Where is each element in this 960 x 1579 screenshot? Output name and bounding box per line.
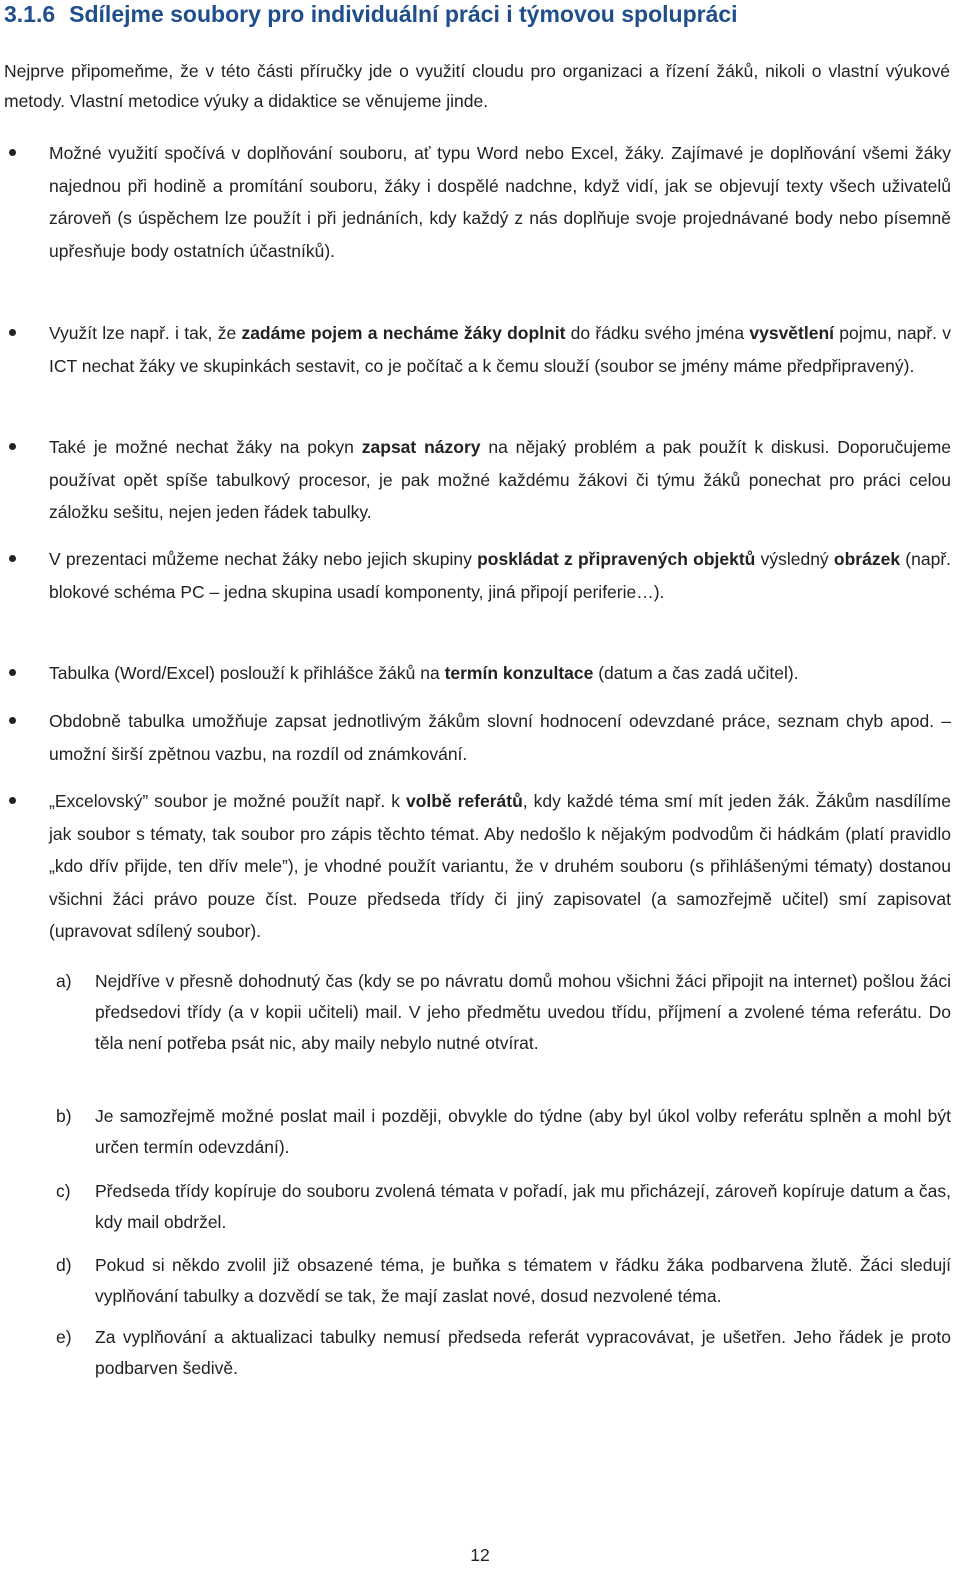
step-item: [56, 1322, 951, 1384]
bullet-text: do řádku svého jména: [565, 323, 750, 343]
step-item: [56, 1250, 951, 1312]
step-marker: c): [56, 1181, 71, 1201]
bullet-text: výsledný: [755, 549, 834, 569]
bullet-item: [49, 543, 951, 608]
intro-paragraph: Nejprve připomeňme, že v této části příručky jde o využití cloudu pro organizaci a řízení žáků, nikoli o vlastní výukové metody. Vlastní metodice výuky a didaktice se věnujeme jinde.: [4, 61, 950, 111]
bullet-text: „Excelovský” soubor je možné použít např. k: [49, 791, 406, 811]
bullet-text: Také je možné nechat žáky na pokyn: [49, 437, 362, 457]
bullet-item: [49, 657, 951, 690]
bullet-emphasis: termín konzultace: [444, 663, 594, 683]
step-marker: a): [56, 971, 72, 991]
bullet-item: [49, 317, 951, 382]
bullet-icon: [9, 329, 16, 336]
bullet-text: V prezentaci můžeme nechat žáky nebo jejich skupiny: [49, 549, 478, 569]
bullet-item: [49, 785, 951, 948]
bullet-icon: [9, 443, 16, 450]
bullet-text: Využít lze např. i tak, že: [49, 323, 242, 343]
step-marker: e): [56, 1327, 72, 1347]
bullet-text: Tabulka (Word/Excel) poslouží k přihlášce žáků na: [49, 663, 445, 683]
bullet-emphasis: zadáme pojem a necháme žáky doplnit: [241, 323, 566, 343]
bullet-item: [49, 431, 951, 529]
bullet-emphasis: vysvětlení: [749, 323, 835, 343]
step-marker: b): [56, 1106, 72, 1126]
step-text: Je samozřejmě možné poslat mail i později, obvykle do týdne (aby byl úkol volby referátu splněn a mohl být určen termín odevzdání).: [95, 1106, 951, 1157]
bullet-text: pojmu, např. v ICT nechat žáky ve skupinkách sestavit, co je počítač a k čemu slouží (soubor se jmény máme předpřipravený).: [49, 323, 951, 376]
bullet-icon: [9, 149, 16, 156]
section-title: Sdílejme soubory pro individuální práci i týmovou spolupráci: [69, 1, 738, 27]
bullet-icon: [9, 717, 16, 724]
step-text: Nejdříve v přesně dohodnutý čas (kdy se po návratu domů mohou všichni žáci připojit na internet) pošlou žáci předsedovi třídy (a v kopii učiteli) mail. V jeho předmětu uvedou třídu, příjmení a zvolené téma referátu. Do těla není potřeba psát nic, aby maily nebylo nutné otvírat.: [95, 971, 951, 1053]
bullet-text: na nějaký problém a pak použít k diskusi. Doporučujeme používat opět spíše tabulkový procesor, je pak možné každému žákovi či týmu žáků ponechat pro práci celou záložku sešitu, nejen jeden řádek tabulky.: [49, 437, 951, 522]
step-text: Předseda třídy kopíruje do souboru zvolená témata v pořadí, jak mu přicházejí, zároveň kopíruje datum a čas, kdy mail obdržel.: [95, 1181, 951, 1232]
section-number: 3.1.6: [4, 1, 56, 27]
step-text: Pokud si někdo zvolil již obsazené téma, je buňka s tématem v řádku žáka podbarvena žlutě. Žáci sledují vyplňování tabulky a dozvědí se tak, že mají zaslat nové, dosud nezvolené téma.: [95, 1255, 951, 1306]
step-marker: d): [56, 1255, 72, 1275]
step-text: Za vyplňování a aktualizaci tabulky nemusí předseda referát vypracovávat, je ušetřen. Jeho řádek je proto podbarven šedivě.: [95, 1327, 951, 1378]
bullet-text: (datum a čas zadá učitel).: [593, 663, 799, 683]
step-item: [56, 966, 951, 1059]
bullet-emphasis: obrázek: [833, 549, 901, 569]
bullet-text: Obdobně tabulka umožňuje zapsat jednotlivým žákům slovní hodnocení odevzdané práce, seznam chyb apod. – umožní širší zpětnou vazbu, na rozdíl od známkování.: [49, 711, 951, 764]
bullet-icon: [9, 555, 16, 562]
bullet-icon: [9, 797, 16, 804]
step-item: [56, 1101, 951, 1163]
bullet-emphasis: volbě referátů: [405, 791, 523, 811]
step-item: [56, 1176, 951, 1238]
bullet-emphasis: poskládat z připravených objektů: [477, 549, 756, 569]
bullet-item: [49, 705, 951, 770]
page-number: 12: [470, 1545, 490, 1565]
bullet-emphasis: zapsat názory: [361, 437, 481, 457]
bullet-text: , kdy každé téma smí mít jeden žák. Žákům nasdílíme jak soubor s tématy, tak soubor pro zápis těchto témat. Aby nedošlo k nějakým podvodům či hádkám (platí pravidlo „kdo dřív přijde, ten dřív mele”), je vhodné použít variantu, že v druhém souboru (s přihlášenými tématy) dostanou všichni žáci právo pouze číst. Pouze předseda třídy či jiný zapisovatel (a samozřejmě učitel) smí zapisovat (upravovat sdílený soubor).: [49, 791, 951, 941]
bullet-icon: [9, 669, 16, 676]
bullet-text: Možné využití spočívá v doplňování souboru, ať typu Word nebo Excel, žáky. Zajímavé je doplňování všemi žáky najednou při hodině a promítání souboru, žáky i dospělé nadchne, když vidí, jak se objevují texty všech uživatelů zároveň (s úspěchem lze použít i při jednáních, kdy každý z nás doplňuje svoje projednávané body nebo písemně upřesňuje body ostatních účastníků).: [49, 143, 951, 261]
section-heading: [4, 0, 738, 28]
bullet-item: [49, 137, 951, 267]
bullet-text: (např. blokové schéma PC – jedna skupina usadí komponenty, jiná připojí periferie…).: [49, 549, 952, 602]
